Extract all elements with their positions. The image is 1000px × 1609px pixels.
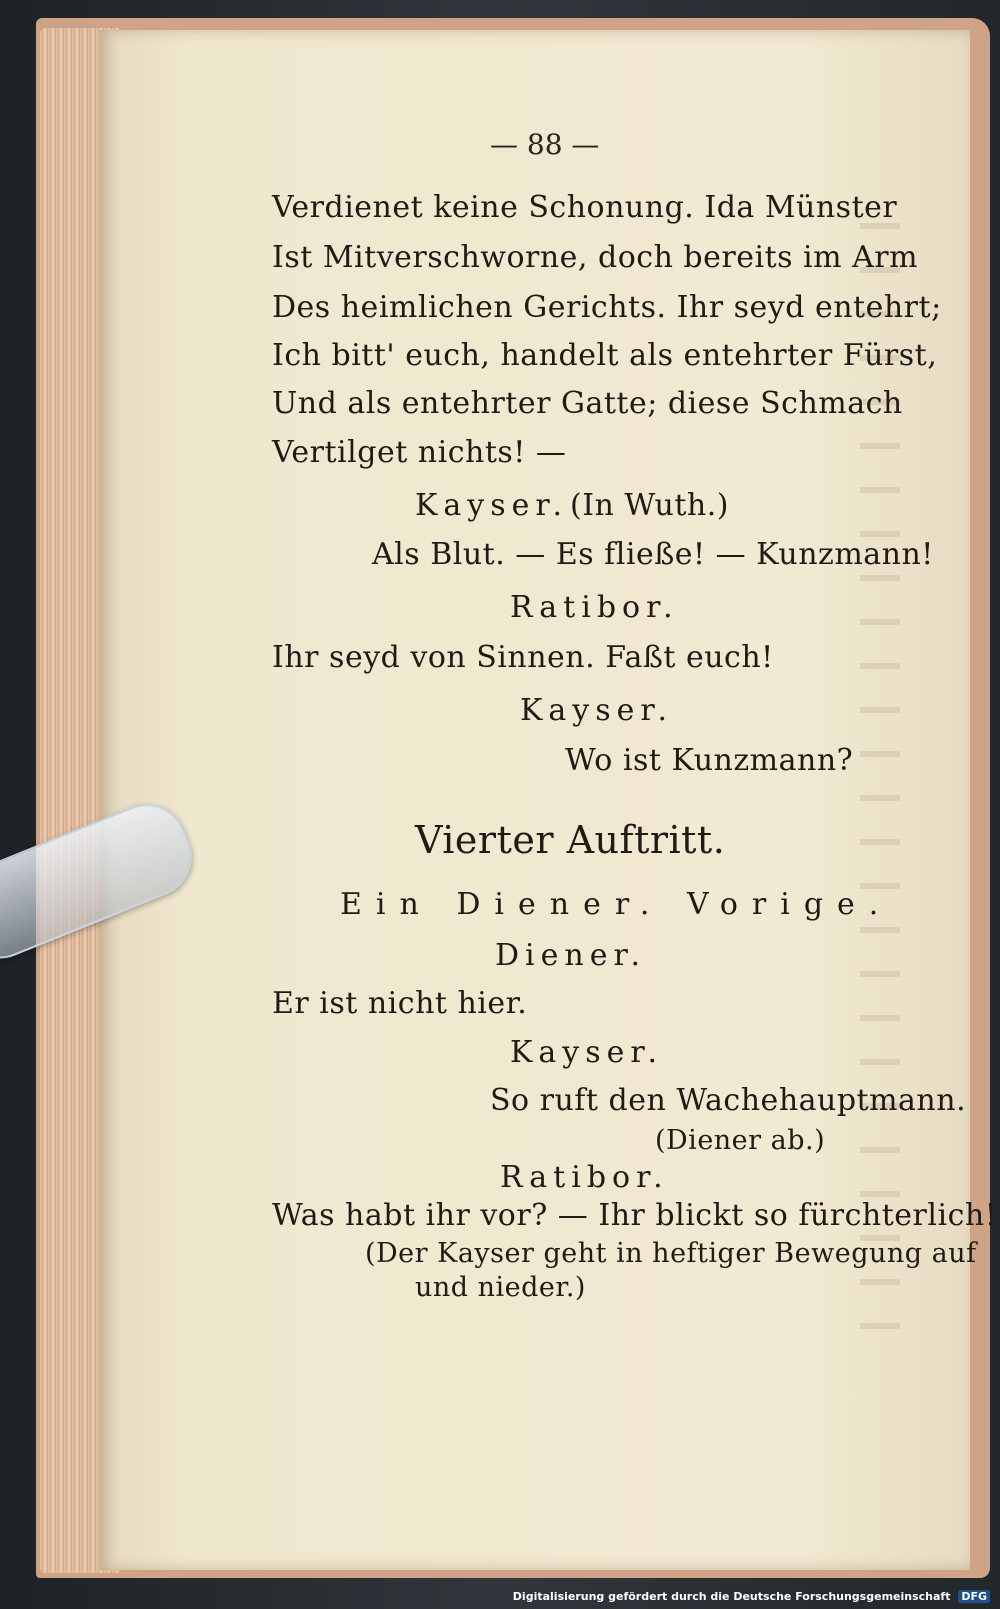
- text-line: Ist Mitverschworne, doch bereits im Arm: [272, 240, 919, 275]
- text-line: Was habt ihr vor? — Ihr blickt so fürchterlich!: [272, 1198, 998, 1233]
- page-number: — 88 —: [490, 128, 600, 161]
- text-line: Vertilget nichts! —: [272, 435, 567, 470]
- speaker-name: Ratibor.: [510, 590, 679, 625]
- text-line: So ruft den Wachehauptmann.: [490, 1083, 967, 1118]
- speaker-name: Ratibor.: [500, 1160, 669, 1195]
- stage-direction: und nieder.): [415, 1272, 586, 1303]
- speaker-name: Diener.: [495, 938, 647, 973]
- text-line: Als Blut. — Es fließe! — Kunzmann!: [372, 537, 934, 572]
- stage-direction: (Diener ab.): [655, 1125, 826, 1156]
- text-line: Verdienet keine Schonung. Ida Münster: [272, 190, 898, 225]
- scene-cast: Ein Diener. Vorige.: [340, 887, 893, 922]
- dfg-logo: DFG: [958, 1590, 990, 1603]
- scene-heading: Vierter Auftritt.: [415, 818, 726, 862]
- stage-direction: (Der Kayser geht in heftiger Bewegung auf: [365, 1238, 977, 1269]
- text-line: Er ist nicht hier.: [272, 986, 528, 1021]
- footer-text: Digitalisierung gefördert durch die Deutsche Forschungsgemeinschaft: [512, 1590, 951, 1603]
- speaker-name: Kayser.: [520, 693, 673, 728]
- digitization-footer: [513, 1590, 990, 1603]
- text-line: Ihr seyd von Sinnen. Faßt euch!: [272, 640, 774, 675]
- text-line: Und als entehrter Gatte; diese Schmach: [272, 386, 903, 421]
- speaker-name: Kayser.: [510, 1035, 663, 1070]
- text-line: Des heimlichen Gerichts. Ihr seyd entehrt;: [272, 290, 942, 325]
- stage-direction: (In Wuth.): [570, 488, 729, 523]
- text-line: Wo ist Kunzmann?: [565, 743, 854, 778]
- speaker-name: Kayser.: [415, 488, 568, 523]
- text-line: Ich bitt' euch, handelt als entehrter Fürst,: [272, 338, 938, 373]
